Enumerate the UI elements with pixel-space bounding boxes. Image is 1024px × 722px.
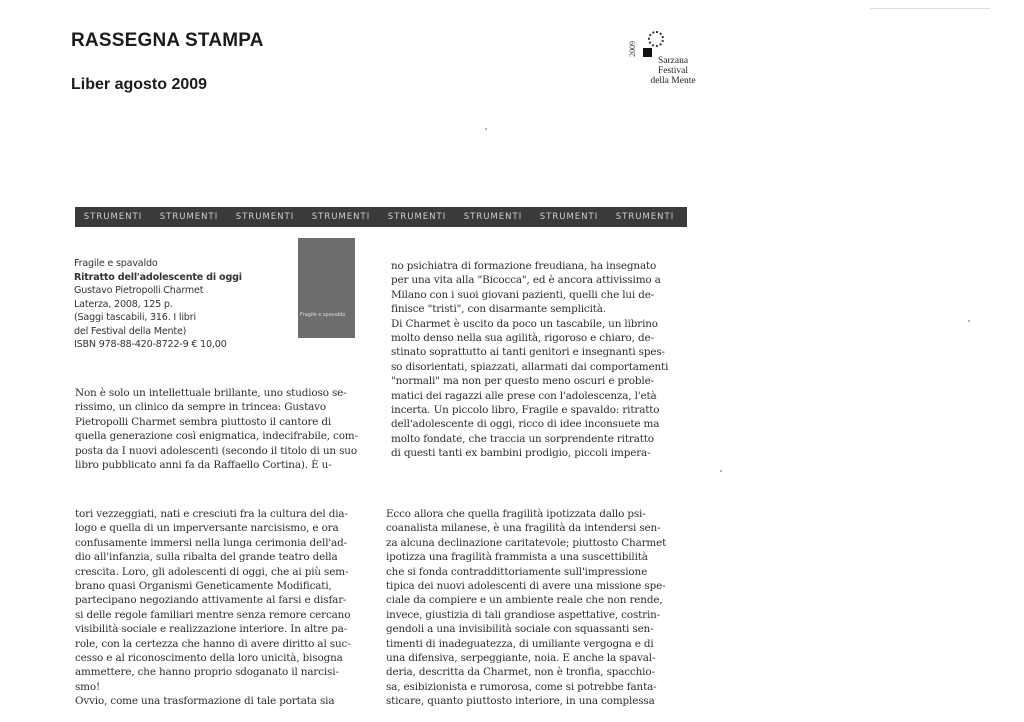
section-band [75,207,687,227]
page-title: RASSEGNA STAMPA [71,30,264,51]
logo-line2: Festival [657,66,689,76]
book-info-line: del Festival della Mente) [74,325,187,337]
book-info-line: Laterza, 2008, 125 p. [74,298,173,310]
band-label: STRUMENTI [311,212,371,222]
article-line: Pietropolli Charmet sembra piuttosto il cantore di [75,415,332,428]
article-line: di questi tanti ex bambini prodigio, piccoli impera- [391,447,651,460]
article-line: che si fonda contraddittoriamente sull'impressione [386,565,648,578]
article-line: quella generazione così enigmatica, indecifrabile, com- [75,430,358,443]
article-line: brano quasi Organismi Geneticamente Modificati, [75,580,332,593]
band-label: STRUMENTI [387,212,447,222]
article-line: stinato soprattutto ai tanti genitori e insegnanti spes- [391,346,665,359]
band-label: STRUMENTI [83,212,143,222]
article-line: ammettere, che hanno proprio sdoganato il narcisi- [75,666,339,679]
article-line: visibilità sociale e realizzazione interiore. In altre pa- [75,623,348,636]
article-line: libro pubblicato anni fa da Raffaello Cortina). È u- [75,459,332,472]
article-line: za alcuna declinazione caritatevole; piuttosto Charmet [386,536,667,549]
article-line: ciale da compiere e un ambiente reale che non rende, [386,594,663,607]
article-line: finisce "tristi", con disarmante semplicità. [391,303,607,316]
article-line: timenti di inadeguatezza, di umiliante vergogna e di [386,637,654,650]
book-info-line: Ritratto dell'adolescente di oggi [74,271,242,283]
band-label: STRUMENTI [159,212,219,222]
scan-speck [485,128,487,130]
scan-speck [720,470,722,472]
article-line: si delle regole familiari mentre senza remore cercano [75,608,351,621]
article-line: logo e quella di un imperversante narcisismo, e ora [75,522,339,535]
article-line: Non è solo un intellettuale brillante, uno studioso se- [75,387,347,399]
article-line: ipotizza una fragilità frammista a una suscettibilità [386,551,648,564]
band-label: STRUMENTI [463,212,523,222]
logo-circle-icon [648,31,664,47]
article-line: tipica dei nuovi adolescenti di avere una missione spe- [386,580,666,593]
article-line: Milano con i suoi giovani pazienti, quelli che lui de- [391,288,655,301]
article-line: "normali" ma non per questo meno oscuri e proble- [391,375,654,388]
article-column-b [391,259,691,461]
article-line: posta da I nuovi adolescenti (secondo il titolo di un suo [75,444,357,457]
band-label: STRUMENTI [615,212,675,222]
book-info [74,257,242,352]
article-line: molto denso nella sua agilità, rigoroso e chiaro, de- [391,332,654,345]
book-info-line: Fragile e spavaldo [74,258,158,269]
article-column-d [386,507,686,709]
article-line: deria, descritta da Charmet, non è tronfia, spacchio- [386,666,655,679]
festival-logo [628,31,718,91]
article-line: cesso e al riconoscimento della loro unicità, bisogna [75,652,343,665]
logo-year: 2009 [628,41,637,57]
article-line: gendoli a una invisibilità sociale con squassanti sen- [386,623,654,636]
article-line: Di Charmet è uscito da poco un tascabile, un librino [391,317,658,330]
article-line: invece, giustizia di tali grandiose aspettative, costrin- [386,608,661,621]
band-label: STRUMENTI [235,212,295,222]
logo-line3: della Mente [650,76,696,86]
logo-text [628,56,718,86]
band-label: STRUMENTI [539,212,599,222]
article-line: molto fondate, che traccia un sorprendente ritratto [391,432,654,445]
article-line: tori vezzeggiati, nati e cresciuti fra la cultura del dia- [75,508,348,520]
book-cover-image [298,238,355,338]
page-subtitle: Liber agosto 2009 [71,76,208,93]
article-line: incerta. Un piccolo libro, Fragile e spavaldo: ritratto [391,404,660,417]
article-column-a [75,386,375,472]
article-line: una difensiva, serpeggiante, noia. E anche la spaval- [386,652,656,665]
article-line: sa, esibizionista e rumorosa, come si potrebbe fanta- [386,680,657,693]
article-line: smo! [75,680,101,693]
article-line: so disorientati, spiazzati, allarmati dai comportamenti [391,360,669,373]
book-info-line: (Saggi tascabili, 316. I libri [74,312,196,323]
article-line: Ecco allora che quella fragilità ipotizzata dallo psi- [386,508,646,520]
book-info-line: ISBN 978-88-420-8722-9 € 10,00 [74,339,227,350]
article-line: crescita. Loro, gli adolescenti di oggi, che ai più sem- [75,565,349,578]
book-cover-label: Fragile e spavaldo [300,312,346,318]
article-line: dell'adolescente di oggi, ricco di idee inconsuete ma [391,418,660,431]
article-line: sticare, quanto piuttosto interiore, in una complessa [386,695,655,708]
article-line: per una vita alla "Bicocca", ed è ancora attivissimo a [391,274,661,287]
article-line: confusamente immersi nella lunga cerimonia dell'ad- [75,536,347,549]
article-line: partecipano negoziando attivamente al farsi e disfar- [75,594,347,607]
article-line: dio all'infanzia, sulla ribalta del grande teatro della [75,551,338,564]
scan-speck [968,320,970,322]
top-rule [870,8,990,9]
book-info-line: Gustavo Pietropolli Charmet [74,285,204,296]
article-line: coanalista milanese, è una fragilità da intendersi sen- [386,522,661,535]
article-line: rissimo, un clinico da sempre in trincea: Gustavo [75,401,327,414]
article-column-c [75,507,375,709]
article-line: no psichiatra di formazione freudiana, ha insegnato [391,260,657,272]
logo-line1: Sarzana [658,56,689,66]
article-line: role, con la certezza che hanno di avere diritto al suc- [75,637,351,650]
article-line: Ovvio, come una trasformazione di tale portata sia [75,695,335,708]
article-line: matici dei ragazzi alle prese con l'adolescenza, l'età [391,389,657,402]
